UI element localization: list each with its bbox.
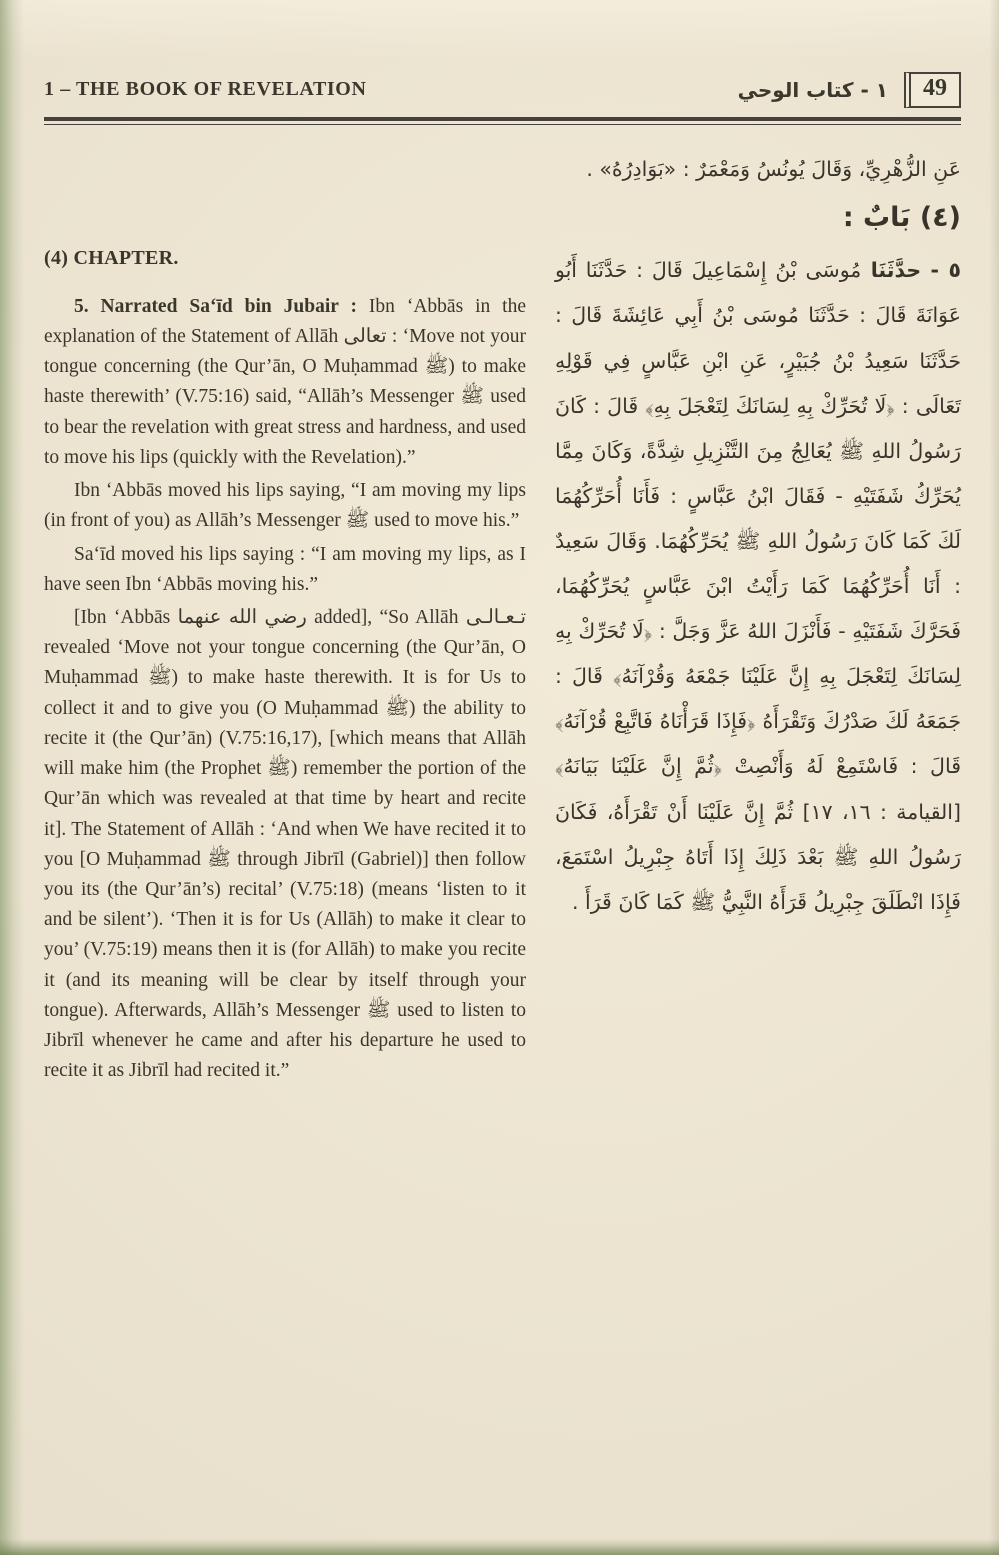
english-column <box>44 147 526 1090</box>
paragraph-english: [Ibn ‘Abbās رضي الله عنهما added], “So Allāh تـعـالـى revealed ‘Move not your tongue concerning (the Qur’ān, O Muḥammad ﷺ) to make haste therewith. It is for Us to collect it and to give you (O Muḥammad ﷺ) the ability to recite it (the Qur’ān) (V.75:16,17), [which means that Allāh will make him (the Prophet ﷺ) remember the portion of the Qur’ān which was revealed at that time by heart and recite it]. The Statement of Allāh : ‘And when We have recited it to you [O Muḥammad ﷺ through Jibrīl (Gabriel)] then follow you its (the Qur’ān’s) recital’ (V.75:18) (means ‘listen to it and be silent’). ‘Then it is for Us (Allāh) to make it clear to you’ (V.75:19) means then it is (for Allāh) to make you recite it (and its meaning will be clear by itself through your tongue). Afterwards, Allāh’s Messenger ﷺ used to listen to Jibrīl whenever he came and after his departure he used to recite it as Jibrīl had recited it.” <box>44 606 527 1082</box>
paragraph-english: Sa‘īd moved his lips saying : “I am moving my lips, as I have seen Ibn ‘Abbās moving his.” <box>44 543 526 595</box>
hadith-body-english: Ibn ‘Abbās in the explanation of the Statement of Allāh تعالى : ‘Move not your tongue concerning (the Qur’ān, O Muḥammad ﷺ) to make haste therewith’ (V.75:16) said, “Allāh’s Messenger ﷺ used to bear the revelation with great stress and hardness, and used to move his lips (quickly with the Revelation).” <box>44 295 527 468</box>
scan-edge-bottom <box>0 1539 999 1555</box>
page-header <box>44 72 961 108</box>
hadith-paragraph-arabic <box>555 248 961 924</box>
arabic-intro-line: عَنِ الزُّهْرِيِّ، وَقَالَ يُونُسُ وَمَعْمَرٌ : «بَوَادِرُهُ» . <box>586 156 961 181</box>
header-double-rule <box>44 117 961 125</box>
chapter-heading-english: (4) CHAPTER. <box>44 246 179 269</box>
hadith-narrator-lead: 5. Narrated Sa‘īd bin Jubair : <box>74 295 357 317</box>
paragraph-english: Ibn ‘Abbās moved his lips saying, “I am moving my lips (in front of you) as Allāh’s Messenger ﷺ used to move his.” <box>44 480 526 532</box>
page-columns <box>0 125 999 1090</box>
hadith-paragraph-english <box>44 292 526 473</box>
header-title-english: 1 – THE BOOK OF REVELATION <box>44 78 367 101</box>
arabic-column <box>555 147 961 1090</box>
header-title-arabic: ١ - كتاب الوحي <box>737 77 888 102</box>
header-right-group <box>738 72 961 108</box>
chapter-heading-arabic: (٤) بَابٌ : <box>842 201 961 233</box>
hadith-opening-arabic: حدَّثَنَا <box>861 258 922 283</box>
hadith-number-arabic: ٥ - <box>921 258 961 283</box>
page-number: 49 <box>904 72 961 108</box>
hadith-body-arabic: مُوسَى بْنُ إِسْمَاعِيلَ قَالَ : حَدَّثَنَا أَبُو عَوَانَةَ قَالَ : حَدَّثَنَا مُوسَى بْنُ أَبِي عَائِشَةَ قَالَ : حَدَّثَنَا سَعِيدُ بْنُ جُبَيْرٍ، عَنِ ابْنِ عَبَّاسٍ فِي قَوْلِهِ تَعَالَى : ﴿لَا تُحَرِّكْ بِهِ لِسَانَكَ لِتَعْجَلَ بِهِ﴾ قَالَ : كَانَ رَسُولُ اللهِ ﷺ يُعَالِجُ مِنَ التَّنْزِيلِ شِدَّةً، وَكَانَ مِمَّا يُحَرِّكُ شَفَتَيْهِ - فَقَالَ ابْنُ عَبَّاسٍ : فَأَنَا أُحَرِّكُهُمَا لَكَ كَمَا كَانَ رَسُولُ اللهِ ﷺ يُحَرِّكُهُمَا. وَقَالَ سَعِيدٌ : أَنَا أُحَرِّكُهُمَا كَمَا رَأَيْتُ ابْنَ عَبَّاسٍ يُحَرِّكُهُمَا، فَحَرَّكَ شَفَتَيْهِ - فَأَنْزَلَ اللهُ عَزَّ وَجَلَّ : ﴿لَا تُحَرِّكْ بِهِ لِسَانَكَ لِتَعْجَلَ بِهِ إِنَّ عَلَيْنَا جَمْعَهُ وَقُرْآنَهُ﴾ قَالَ : جَمَعَهُ لَكَ صَدْرُكَ وَتَقْرَأَهُ ﴿فَإِذَا قَرَأْنَاهُ فَاتَّبِعْ قُرْآنَهُ﴾ قَالَ : فَاسْتَمِعْ لَهُ وَأَنْصِتْ ﴿ثُمَّ إِنَّ عَلَيْنَا بَيَانَهُ﴾ [القيامة : ١٦، ١٧] ثُمَّ إِنَّ عَلَيْنَا أَنْ تَقْرَأَهُ، فَكَانَ رَسُولُ اللهِ ﷺ بَعْدَ ذَلِكَ إِذَا أَتَاهُ جِبْرِيلُ اسْتَمَعَ، فَإِذَا انْطَلَقَ جِبْرِيلُ قَرَأَهُ النَّبِيُّ ﷺ كَمَا كَانَ قَرَأَ . <box>555 258 962 914</box>
